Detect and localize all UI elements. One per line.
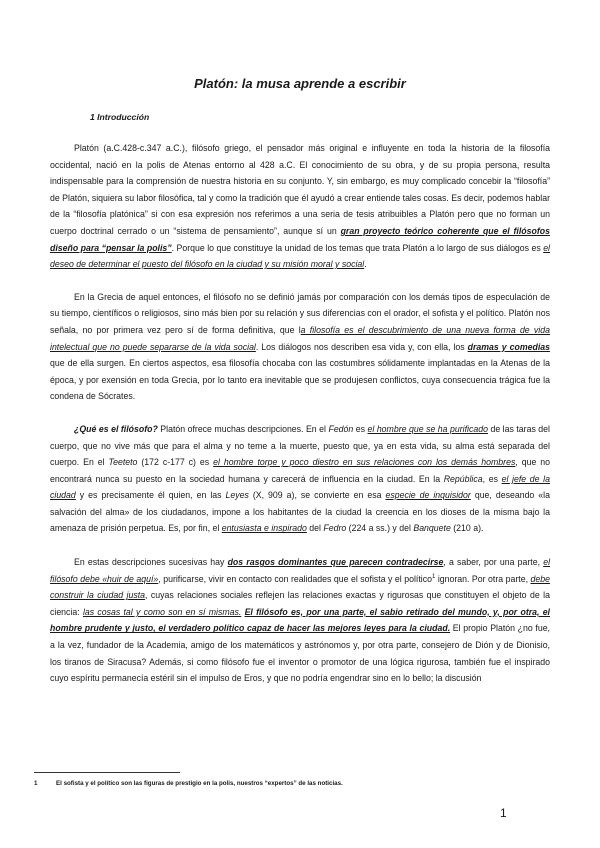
underlined-phrase: a filosofía es el descubrimiento de una nueva forma de vida intelectual que no puede separarse de la vida social [50, 324, 550, 352]
underlined-phrase: dos rasgos dominantes que parecen contradecirse [227, 557, 444, 568]
underlined-phrase: gran proyecto teórico coherente que el filósofos diseño para “pensar la polis” [50, 225, 550, 253]
paragraph-4: En estas descripciones sucesivas hay dos rasgos dominantes que parecen contradecirse, a saber, por una parte, el filósofo debe «huir de aquí», purificarse, vivir en contacto con realidades que el sofista y el político$^1$ ignoran. Por otra parte, debe construir la ciudad justa, cuyas relaciones sociales reflejen las relaciones exactas y rigurosas que constituyen el objeto de la ciencia: las cosas tal y como son en sí mismas. El filósofo es, por una parte, el sabio retirado del mundo, y, por otra, el hombre prudente y justo, el verdadero político capaz de hacer las mejores leyes para la ciudad. El propio Platón ¿no fue, a la vez, fundador de la Academia, amigo de los matemáticos y astrónomos y, por otra parte, consejero de Dión y de Dionisio, los tiranos de Siracusa? Además, si como filósofo fue el inventor o promotor de una lógica rigurosa, también fue el inspirado cuyo espíritu permanecía estéril sin el impulso de Eros, y que no podría engendrar sino en lo bello; la discusión [50, 557, 551, 684]
paragraph-3: ¿Qué es el filósofo? Platón ofrece muchas descripciones. En el Fedón es el hombre que se ha purificado de las taras del cuerpo, que no vive más que para el alma y no teme a la muerte, puesto que, ya en esta vida, su alma está separada del cuerpo. En el Teeteto (172 c-177 c) es el hombre torpe y poco diestro en sus relaciones con los demás hombres, que no encontrará nunca su puesto en la sociedad humana y carecerá de influencia en la ciudad. En la República, es el jefe de la ciudad y es precisamente él quien, en las Leyes (X, 909 a), se convierte en esa especie de inquisidor que, deseando «la salvación del alma» de los ciudadanos, impone a los habitantes de la ciudad la creencia en los dioses de la misma bajo la amenaza de prisión perpetua. Es, por fin, el entusiasta e inspirado del Fedro (224 a ss.) y del Banquete (210 a). [50, 423, 550, 534]
underlined-phrase: entusiasta e inspirado [221, 523, 307, 534]
document-title: Platón: la musa aprende a escribir [194, 76, 406, 91]
section-heading: 1 Introducción [90, 112, 150, 122]
underlined-phrase: el hombre que se ha purificado [367, 423, 488, 434]
footnote-reference[interactable]: 1 [431, 573, 436, 580]
underlined-phrase: debe construir la ciudad justa [50, 573, 550, 601]
underlined-phrase: el filósofo debe «huir de aquí» [50, 557, 551, 584]
underlined-phrase: El filósofo es, por una parte, el sabio retirado del mundo, y, por otra, el hombre prudente y justo, el verdadero político capaz de hacer las mejores leyes para la ciudad. [50, 606, 550, 634]
footnote-text: El sofista y el político son las figuras de prestigio en la polis, nuestros “expertos” de las noticias. [56, 780, 343, 787]
underlined-phrase: el hombre torpe y poco diestro en sus relaciones con los demás hombres [213, 457, 516, 468]
page-number: 1 [500, 806, 507, 820]
underlined-phrase: especie de inquisidor [385, 490, 471, 501]
footnote-divider [34, 772, 180, 773]
underlined-phrase: dramas y comedias [467, 341, 550, 352]
footnote-number: 1 [34, 780, 38, 787]
underlined-phrase: el deseo de determinar el puesto del filósofo en la ciudad y su misión moral y social [50, 242, 550, 270]
document-body [50, 140, 550, 703]
underlined-phrase: el jefe de la ciudad [50, 473, 550, 501]
underlined-phrase: las cosas tal y como son en sí mismas. [82, 606, 242, 617]
question-heading: ¿Qué es el filósofo? [74, 423, 158, 434]
paragraph-1: Platón (a.C.428-c.347 a.C.), filósofo griego, el pensador más original e influyente en toda la historia de la filosofía occidental, nació en la polis de Atenas entorno al 428 a.C. El conocimiento de su obra, y de su propia persona, resulta indispensable para la comprensión de nuestra historia en su conjunto. Y, sin embargo, es muy complicado concebir la “filosofía” de Platón, siquiera su labor filosófica, tal y como la tradición que él ayudó a crear entiende tales cosas. Es decir, podemos hablar de la “filosofía platónica” si con esa expresión nos referimos a una seria de tesis atribuibles a Platón pero que no forman un cuerpo doctrinal cerrado o un “sistema de pensamiento”, aunque sí un gran proyecto teórico coherente que el filósofos diseño para “pensar la polis”. Porque lo que constituye la unidad de los temas que trata Platón a lo largo de sus diálogos es el deseo de determinar el puesto del filósofo en la ciudad y su misión moral y social. [50, 143, 551, 270]
footnote [34, 780, 554, 787]
paragraph-2: En la Grecia de aquel entonces, el filósofo no se definió jamás por comparación con los demás tipos de especulación de su tiempo, científicos o religiosos, sino más bien por su relación y sus diferencias con el orador, el sofista y el político. Platón nos señala, no por primera vez pero sí de forma definitiva, que la filosofía es el descubrimiento de una nueva forma de vida intelectual que no puede separarse de la vida social. Los diálogos nos describen esa vida y, con ella, los dramas y comedias que de ella surgen. En ciertos aspectos, esa filosofía chocaba con las costumbres sólidamente implantadas en la Atenas de la época, y por exensión en toda Grecia, por lo tanto era inevitable que se produjesen conflictos, cuya consecuencia trágica fue la condena de Sócrates. [50, 291, 550, 402]
